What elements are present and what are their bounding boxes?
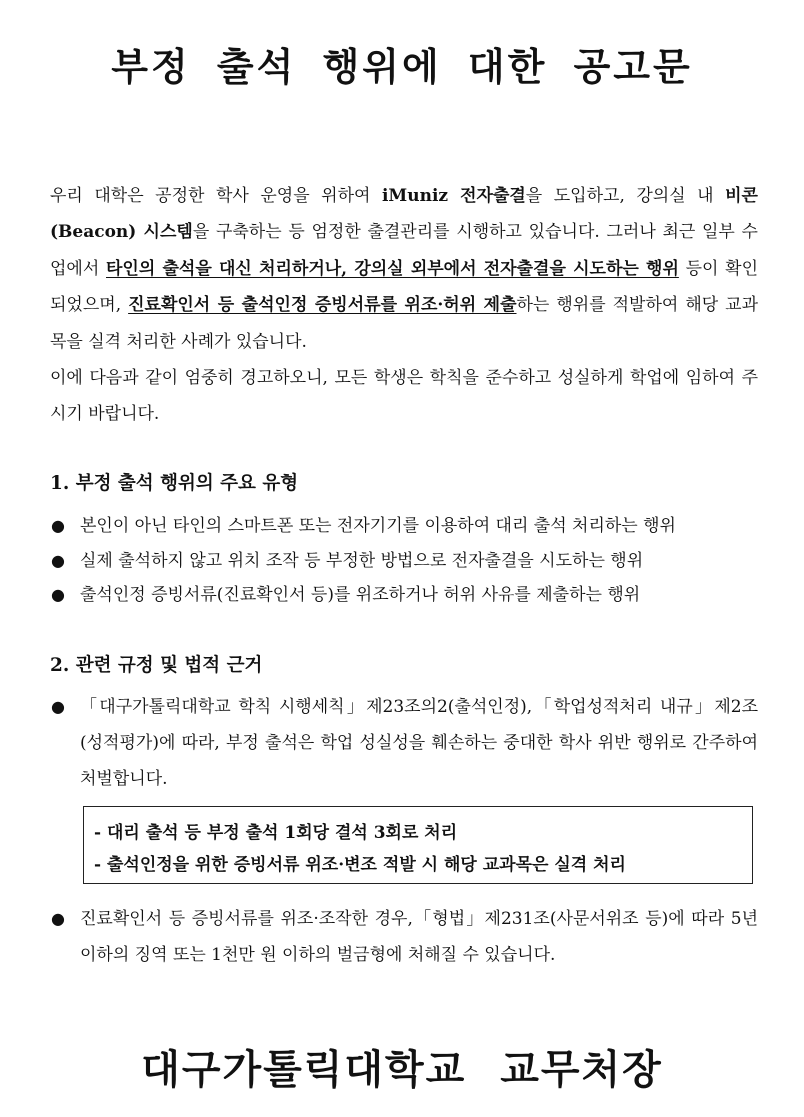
list-item-text: 「대구가톨릭대학교 학칙 시행세칙」제23조의2(출석인정),「학업성적처리 내규」제2조(성적평가)에 따라, 부정 출석은 학업 성실성을 훼손하는 중대한 학사 위반 행위로 간주하여 처벌합니다. [80,697,758,789]
intro-text-segment: 하는 행위를 적발하여 해당 교과목을 실격 처리한 사례가 있습니다. [50,295,759,352]
forgery-emphasis: 진료확인서 등 출석인정 증빙서류를 위조·허위 제출 [128,295,517,316]
list-item [50,509,758,544]
issuer-signature: 대구가톨릭대학교 교무처장 [141,1047,663,1093]
list-item [50,689,758,797]
intro-text-segment: 등이 확인되었으며, [50,258,759,316]
section-1-list [50,509,758,613]
section-2-list-a [50,689,758,797]
intro-paragraph-2: 이에 다음과 같이 엄중히 경고하오니, 모든 학생은 학칙을 준수하고 성실하게 학업에 임하여 주시기 바랍니다. [50,368,758,425]
intro-paragraph-1 [50,178,758,360]
list-item [50,578,758,613]
list-item-text: 본인이 아닌 타인의 스마트폰 또는 전자기기를 이용하여 대리 출석 처리하는 행위 [80,516,676,536]
intro-text-segment: 을 구축하는 등 엄정한 출결관리를 시행하고 있습니다. 그러나 최근 일부 수업에서 [50,222,758,279]
bullet-icon: ● [51,697,65,716]
proxy-attendance-emphasis: 타인의 출석을 대신 처리하거나, 강의실 외부에서 전자출결을 시도하는 행위 [106,258,679,279]
penalty-line: - 대리 출석 등 부정 출석 1회당 결석 3회로 처리 [94,823,458,843]
bullet-icon: ● [51,909,65,928]
section-1-heading: 1. 부정 출석 행위의 주요 유형 [50,473,299,494]
list-item [50,544,758,579]
bullet-icon: ● [51,550,65,570]
list-item-text: 출석인정 증빙서류(진료확인서 등)를 위조하거나 허위 사유를 제출하는 행위 [80,585,641,605]
section-2-heading: 2. 관련 규정 및 법적 근거 [50,655,263,676]
imuniz-emphasis: iMuniz 전자출결 [381,186,526,206]
section-2-list-b [50,901,758,973]
penalty-line: - 출석인정을 위한 증빙서류 위조·변조 적발 시 해당 교과목은 실격 처리 [94,855,626,875]
beacon-emphasis: 비콘(Beacon) 시스템 [50,186,758,243]
bullet-icon: ● [51,516,65,535]
bullet-icon: ● [51,585,65,604]
page-title: 부정 출석 행위에 대한 공고문 [111,45,693,89]
list-item [50,901,758,973]
intro-text [50,178,758,433]
list-item-text: 진료확인서 등 증빙서류를 위조·조작한 경우,「형법」제231조(사문서위조 등)에 따라 5년 이하의 징역 또는 1천만 원 이하의 벌금형에 처해질 수 있습니다. [80,909,758,965]
list-item-text: 실제 출석하지 않고 위치 조작 등 부정한 방법으로 전자출결을 시도하는 행위 [80,550,644,571]
penalty-box [83,806,753,884]
intro-text-segment: 우리 대학은 공정한 학사 운영을 위하여 [50,186,382,206]
intro-text-segment: 을 도입하고, 강의실 내 [525,186,726,206]
